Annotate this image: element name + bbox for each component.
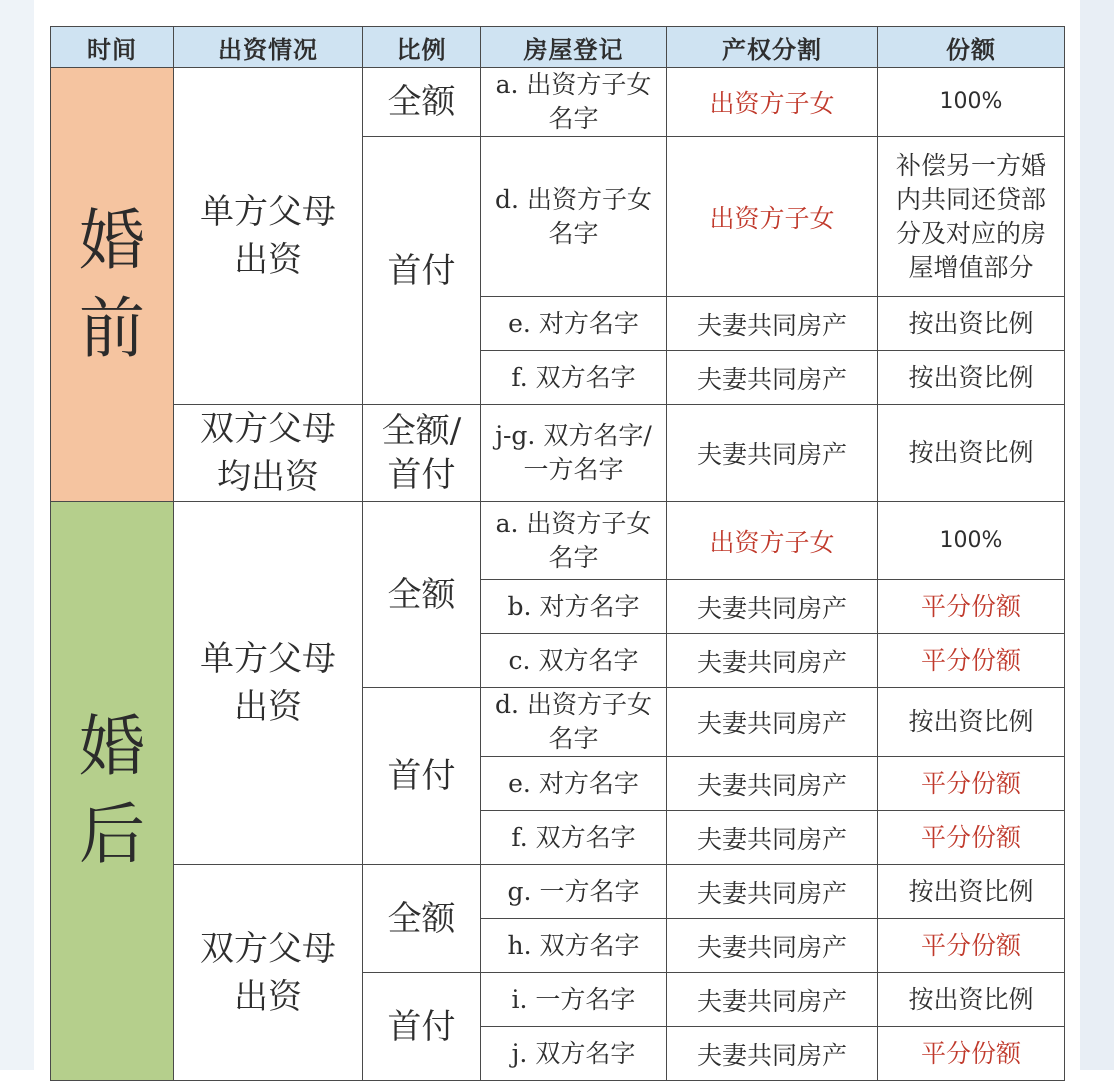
header-row [51,27,1065,68]
header-split: 产权分割 [667,27,878,68]
share-text: 补偿另一方婚内共同还贷部分及对应的房屋增值部分 [895,150,1046,282]
funding-label: 单方父母出资 [200,639,336,727]
share-cell: 按出资比例 [878,351,1065,405]
header-ratio: 比例 [363,27,481,68]
split-cell: 夫妻共同房产 [667,297,878,351]
funding-cell-pre-single [174,68,363,405]
funding-label: 双方父母出资 [200,928,336,1017]
split-cell: 夫妻共同房产 [667,973,878,1027]
split-cell: 出资方子女 [667,137,878,297]
share-cell: 平分份额 [878,634,1065,688]
registration-cell [481,405,667,502]
funding-label: 单方父母出资 [200,192,336,280]
split-cell: 出资方子女 [667,502,878,580]
share-cell: 100% [878,68,1065,137]
funding-cell-post-both [174,865,363,1081]
funding-cell-post-single [174,502,363,865]
split-cell: 夫妻共同房产 [667,919,878,973]
split-cell: 夫妻共同房产 [667,865,878,919]
ratio-cell: 全额 [363,68,481,137]
background-edge-right [1080,0,1114,1070]
split-cell: 夫妻共同房产 [667,811,878,865]
registration-cell [481,137,667,297]
registration-text: d. 出资方子女名字 [495,690,652,753]
ratio-label: 全额/首付 [381,411,462,495]
registration-text: d. 出资方子女名字 [495,184,652,248]
ratio-cell: 首付 [363,137,481,405]
share-cell: 平分份额 [878,757,1065,811]
share-cell: 按出资比例 [878,973,1065,1027]
split-cell: 夫妻共同房产 [667,634,878,688]
split-cell: 出资方子女 [667,68,878,137]
time-label-pre-marriage: 婚前 [79,201,145,367]
funding-cell-pre-both [174,405,363,502]
registration-cell: g. 一方名字 [481,865,667,919]
ratio-cell: 全额 [363,865,481,973]
registration-text: a. 出资方子女名字 [495,70,652,133]
table-row [51,865,1065,919]
registration-cell: e. 对方名字 [481,757,667,811]
split-cell: 夫妻共同房产 [667,1027,878,1081]
table-row [51,405,1065,502]
registration-cell: b. 对方名字 [481,580,667,634]
share-cell: 平分份额 [878,1027,1065,1081]
ratio-cell: 全额 [363,502,481,688]
registration-text: j-g. 双方名字/一方名字 [495,421,652,484]
table-row [51,502,1065,580]
registration-cell [481,502,667,580]
share-cell: 按出资比例 [878,865,1065,919]
header-share: 份额 [878,27,1065,68]
funding-label: 双方父母均出资 [200,409,336,497]
registration-cell: f. 双方名字 [481,351,667,405]
registration-text: a. 出资方子女名字 [495,508,652,572]
time-cell-post-marriage [51,502,174,1081]
ratio-cell: 首付 [363,688,481,865]
registration-cell: c. 双方名字 [481,634,667,688]
table-row [51,68,1065,137]
time-cell-pre-marriage [51,68,174,502]
share-cell: 按出资比例 [878,405,1065,502]
share-cell: 平分份额 [878,580,1065,634]
ratio-cell: 首付 [363,973,481,1081]
share-cell: 按出资比例 [878,688,1065,757]
registration-cell: e. 对方名字 [481,297,667,351]
split-cell: 夫妻共同房产 [667,757,878,811]
split-cell: 夫妻共同房产 [667,351,878,405]
registration-cell: j. 双方名字 [481,1027,667,1081]
share-cell: 100% [878,502,1065,580]
registration-cell: i. 一方名字 [481,973,667,1027]
property-division-table [50,26,1065,1081]
split-cell: 夫妻共同房产 [667,405,878,502]
registration-cell [481,68,667,137]
share-cell: 平分份额 [878,811,1065,865]
share-cell: 按出资比例 [878,297,1065,351]
registration-cell: f. 双方名字 [481,811,667,865]
time-label-post-marriage: 婚后 [79,708,145,873]
share-cell: 平分份额 [878,919,1065,973]
ratio-cell [363,405,481,502]
split-cell: 夫妻共同房产 [667,580,878,634]
registration-cell: h. 双方名字 [481,919,667,973]
registration-cell [481,688,667,757]
header-funding: 出资情况 [174,27,363,68]
split-cell: 夫妻共同房产 [667,688,878,757]
header-time: 时间 [51,27,174,68]
share-cell [878,137,1065,297]
header-registration: 房屋登记 [481,27,667,68]
